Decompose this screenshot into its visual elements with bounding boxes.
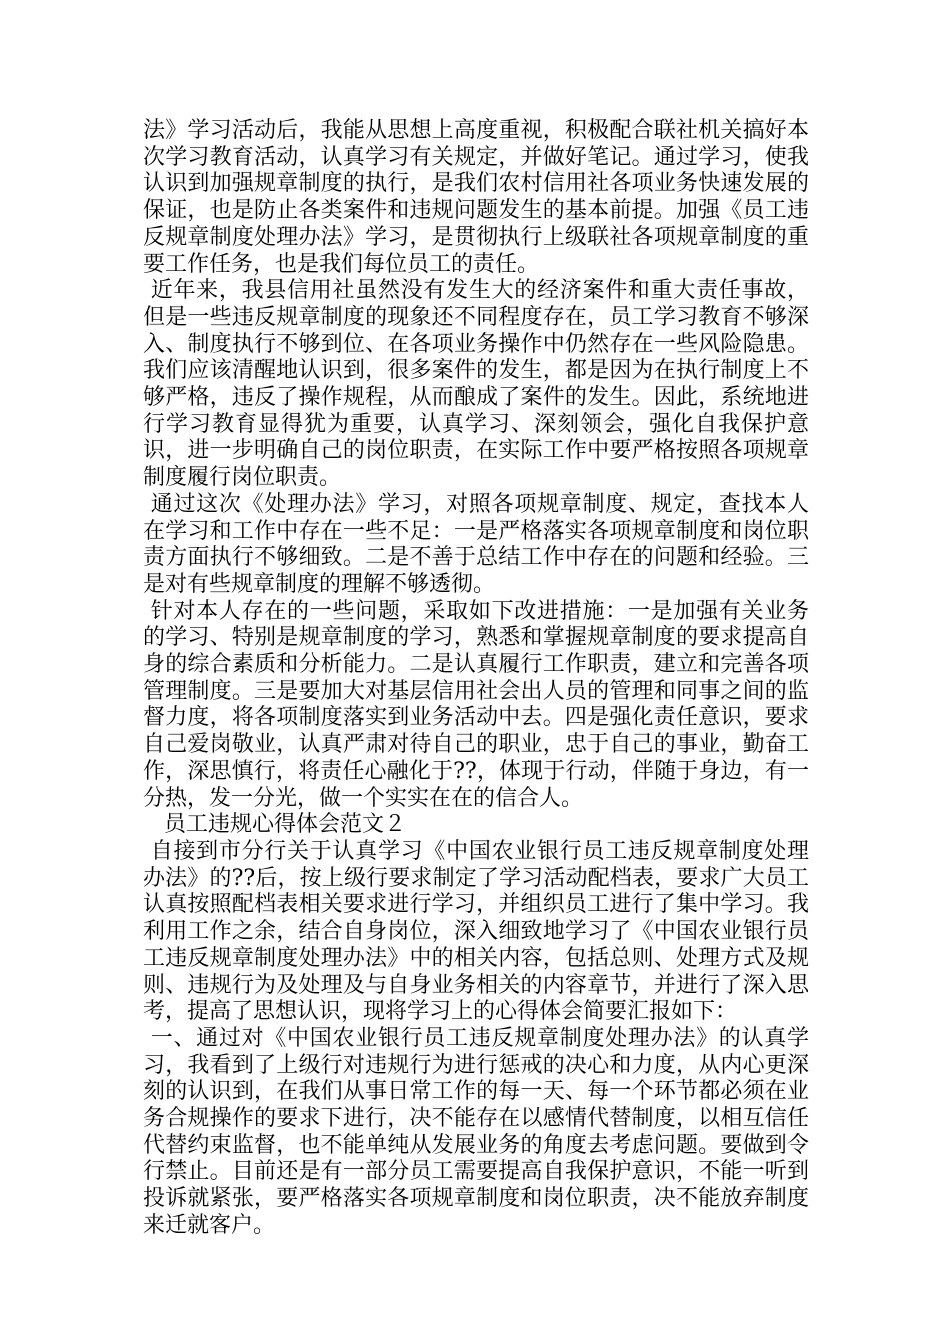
paragraph-3: 通过这次《处理办法》学习，对照各项规章制度、规定，查找本人在学习和工作中存在一些不足：一是严格落实各项规章制度和岗位职责方面执行不够细致。二是不善于总结工作中存在的问题和经验。三是对有些规章制度的理解不够透彻。 [143,491,809,597]
paragraph-6: 一、通过对《中国农业银行员工违反规章制度处理办法》的认真学习，我看到了上级行对违规行为进行惩戒的决心和力度，从内心更深刻的认识到，在我们从事日常工作的每一天、每一个环节都必须在业务合规操作的要求下进行，决不能存在以感情代替制度，以相互信任代替约束监督，也不能单纯从发展业务的角度去考虑问题。要做到令行禁止。目前还是有一部分员工需要提高自我保护意识，不能一听到投诉就紧张，要严格落实各项规章制度和岗位职责，决不能放弃制度来迁就客户。 [143,1025,809,1238]
paragraph-2: 近年来，我县信用社虽然没有发生大的经济案件和重大责任事故，但是一些违反规章制度的现象还不同程度存在，员工学习教育不够深入、制度执行不够到位、在各项业务操作中仍然存在一些风险隐患。我们应该清醒地认识到，很多案件的发生，都是因为在执行制度上不够严格，违反了操作规程，从而酿成了案件的发生。因此，系统地进行学习教育显得犹为重要，认真学习、深刻领会，强化自我保护意识，进一步明确自己的岗位职责，在实际工作中要严格按照各项规章制度履行岗位职责。 [143,278,809,491]
paragraph-4: 针对本人存在的一些问题，采取如下改进措施：一是加强有关业务的学习、特别是规章制度的学习，熟悉和掌握规章制度的要求提高自身的综合素质和分析能力。二是认真履行工作职责，建立和完善各项管理制度。三是要加大对基层信用社会出人员的管理和同事之间的监督力度，将各项制度落实到业务活动中去。四是强化责任意识，要求自己爱岗敬业，认真严肃对待自己的职业，忠于自己的事业，勤奋工作，深思慎行，将责任心融化于??，体现于行动，伴随于身边，有一分热，发一分光，做一个实实在在的信合人。 [143,598,809,811]
paragraph-1: 法》学习活动后，我能从思想上高度重视，积极配合联社机关搞好本次学习教育活动，认真学习有关规定，并做好笔记。通过学习，使我认识到加强规章制度的执行，是我们农村信用社各项业务快速发展的保证，也是防止各类案件和违规问题发生的基本前提。加强《员工违反规章制度处理办法》学习，是贯彻执行上级联社各项规章制度的重要工作任务，也是我们每位员工的责任。 [143,118,809,277]
paragraph-5: 自接到市分行关于认真学习《中国农业银行员工违反规章制度处理办法》的??后，按上级行要求制定了学习活动配档表，要求广大员工认真按照配档表相关要求进行学习，并组织员工进行了集中学习。我利用工作之余，结合自身岗位，深入细致地学习了《中国农业银行员工违反规章制度处理办法》中的相关内容，包括总则、处理方式及规则、违规行为及处理及与自身业务相关的内容章节，并进行了深入思考，提高了思想认识，现将学习上的心得体会简要汇报如下： [143,838,809,1025]
section-heading: 员工违规心得体会范文２ [143,812,406,838]
document-body [143,118,809,1240]
